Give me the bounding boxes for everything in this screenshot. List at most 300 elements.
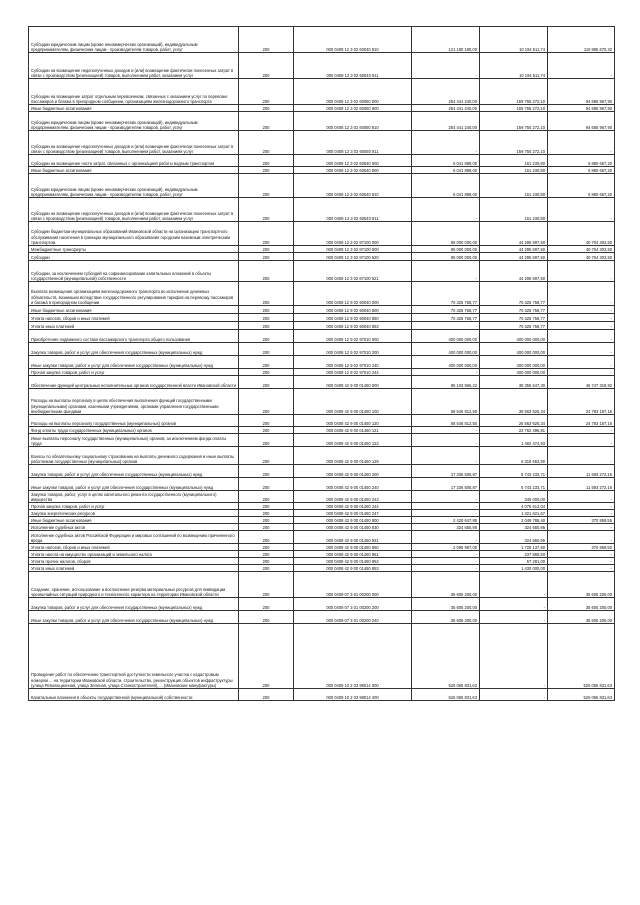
row-approved-amount-cell: 85 103 966,22: [412, 376, 480, 389]
row-name-cell: Закупка товаров, работ, услуг в целях капитального ремонта государственного (муниципального) имущества: [29, 491, 239, 503]
row-code-cell: 200: [239, 517, 294, 524]
table-row: [29, 167, 615, 174]
table-row: [29, 434, 615, 447]
row-code-cell: 200: [239, 53, 294, 79]
row-approved-amount-cell: 58 546 812,50: [412, 389, 480, 415]
table-row: [29, 222, 615, 246]
row-unexecuted-amount-cell: 5 880 657,20: [548, 167, 615, 174]
row-approved-amount-cell: -: [412, 369, 480, 376]
row-name-cell: Закупка товаров, работ и услуг для обеспечения государственных (муниципальных) нужд: [29, 465, 239, 478]
row-unexecuted-amount-cell: -: [548, 434, 615, 447]
row-unexecuted-amount-cell: -: [548, 531, 615, 544]
row-executed-amount-cell: 345 000,00: [480, 491, 548, 503]
row-approved-amount-cell: 400 000 000,00: [412, 330, 480, 343]
row-budget-code-cell: 000 0408 42 9 00 01450 240: [294, 478, 412, 491]
table-row: [29, 343, 615, 356]
row-unexecuted-amount-cell: -: [548, 53, 615, 79]
row-code-cell: 200: [239, 131, 294, 155]
table-row: [29, 376, 615, 389]
row-unexecuted-amount-cell: -: [548, 330, 615, 343]
table-row: [29, 624, 615, 689]
row-unexecuted-amount-cell: 40 704 302,50: [548, 253, 615, 261]
row-code-cell: 200: [239, 624, 294, 689]
row-code-cell: 200: [239, 330, 294, 343]
row-budget-code-cell: 000 0408 42 9 00 01450 830: [294, 524, 412, 531]
row-name-cell: Фонд оплаты труда государственных (муниципальных) органов: [29, 427, 239, 434]
table-row: [29, 491, 615, 503]
row-executed-amount-cell: 44 295 697,50: [480, 222, 548, 246]
row-name-cell: Иные закупки товаров, работ и услуг для обеспечения государственных (муниципальных) нужд: [29, 478, 239, 491]
row-code-cell: 200: [239, 434, 294, 447]
row-approved-amount-cell: -: [412, 551, 480, 558]
row-approved-amount-cell: 35 605 200,00: [412, 611, 480, 624]
row-unexecuted-amount-cell: 110 985 670,32: [548, 27, 615, 53]
row-budget-code-cell: 000 0408 42 9 00 01450 831: [294, 531, 412, 544]
row-unexecuted-amount-cell: 94 685 967,90: [548, 112, 615, 131]
row-unexecuted-amount-cell: 94 685 967,90: [548, 79, 615, 105]
row-approved-amount-cell: 6 041 888,00: [412, 155, 480, 167]
row-name-cell: Взносы по обязательному социальному страхованию на выплаты денежного содержания и иные выплаты работникам государственных (муниципальных) органов: [29, 447, 239, 465]
row-code-cell: 200: [239, 510, 294, 517]
row-name-cell: Создание, хранение, использование и восполнение резерва материальных ресурсов для ликвидации чрезвычайных ситуаций природного и техногенного характера на территории Ивановской области: [29, 572, 239, 598]
row-unexecuted-amount-cell: -: [548, 565, 615, 572]
row-name-cell: Прочая закупка товаров, работ и услуг: [29, 503, 239, 510]
row-budget-code-cell: 000 0408 42 9 00 01450 244: [294, 503, 412, 510]
row-budget-code-cell: 000 0409 10 2 03 98014 400: [294, 689, 412, 701]
row-name-cell: Закупка товаров, работ и услуг для обеспечения государственных (муниципальных) нужд: [29, 598, 239, 611]
row-executed-amount-cell: 70 325 758,77: [480, 306, 548, 314]
row-approved-amount-cell: 400 000 000,00: [412, 356, 480, 369]
row-budget-code-cell: 000 0408 42 9 00 01450 800: [294, 517, 412, 524]
row-unexecuted-amount-cell: 35 605 200,00: [548, 572, 615, 598]
row-executed-amount-cell: 57 281,00: [480, 558, 548, 565]
row-executed-amount-cell: 4 076 612,04: [480, 503, 548, 510]
row-budget-code-cell: 000 0408 12 9 02 97010 240: [294, 356, 412, 369]
row-unexecuted-amount-cell: -: [548, 356, 615, 369]
row-budget-code-cell: 000 0408 12 9 02 90040 853: [294, 322, 412, 330]
row-budget-code-cell: 000 0408 12 3 02 60050 810: [294, 112, 412, 131]
row-code-cell: 200: [239, 389, 294, 415]
row-unexecuted-amount-cell: -: [548, 131, 615, 155]
table-row: [29, 27, 615, 53]
row-executed-amount-cell: 324 650,95: [480, 531, 548, 544]
row-unexecuted-amount-cell: 526 065 831,63: [548, 689, 615, 701]
row-code-cell: 200: [239, 544, 294, 551]
table-row: [29, 253, 615, 261]
table-body: [29, 27, 615, 701]
row-executed-amount-cell: 159 755 272,10: [480, 131, 548, 155]
row-name-cell: Расходы на выплаты персоналу в целях обеспечения выполнения функций государственными (муниципальными) органами, казенными учреждениями, органами управления государственными внебюджетными фондами: [29, 389, 239, 415]
row-unexecuted-amount-cell: 370 859,50: [548, 544, 615, 551]
row-approved-amount-cell: 85 000 000,00: [412, 246, 480, 253]
row-name-cell: Иные бюджетные ассигнования: [29, 306, 239, 314]
row-executed-amount-cell: 161 230,80: [480, 155, 548, 167]
row-approved-amount-cell: -: [412, 198, 480, 222]
row-approved-amount-cell: -: [412, 434, 480, 447]
table-row: [29, 598, 615, 611]
row-name-cell: Исполнение судебных актов: [29, 524, 239, 531]
row-unexecuted-amount-cell: -: [548, 510, 615, 517]
row-unexecuted-amount-cell: 5 880 657,20: [548, 174, 615, 198]
row-unexecuted-amount-cell: -: [548, 491, 615, 503]
row-code-cell: 200: [239, 689, 294, 701]
row-name-cell: Прочая закупка товаров, работ и услуг: [29, 369, 239, 376]
row-approved-amount-cell: 2 095 997,00: [412, 544, 480, 551]
row-executed-amount-cell: 159 755 272,10: [480, 105, 548, 112]
row-budget-code-cell: 000 0408 42 9 00 01450 851: [294, 551, 412, 558]
row-unexecuted-amount-cell: 40 704 302,50: [548, 222, 615, 246]
row-approved-amount-cell: 121 180 180,00: [412, 27, 480, 53]
row-unexecuted-amount-cell: -: [548, 551, 615, 558]
table-row: [29, 389, 615, 415]
row-executed-amount-cell: 400 000 000,00: [480, 356, 548, 369]
row-name-cell: Субсидии юридическим лицам (кроме некоммерческих организаций), индивидуальным предпринимателям, физическим лицам - производителям товаров, работ, услуг: [29, 27, 239, 53]
row-executed-amount-cell: 1 482 474,83: [480, 434, 548, 447]
row-approved-amount-cell: -: [412, 131, 480, 155]
row-unexecuted-amount-cell: -: [548, 503, 615, 510]
row-approved-amount-cell: -: [412, 53, 480, 79]
row-approved-amount-cell: -: [412, 491, 480, 503]
row-executed-amount-cell: 6 318 653,90: [480, 447, 548, 465]
row-unexecuted-amount-cell: 11 593 272,16: [548, 465, 615, 478]
row-executed-amount-cell: -: [480, 624, 548, 689]
row-unexecuted-amount-cell: -: [548, 447, 615, 465]
row-name-cell: Субсидии юридическим лицам (кроме некоммерческих организаций), индивидуальным предпринимателям, физическим лицам - производителям товаров, работ, услуг: [29, 112, 239, 131]
row-code-cell: 200: [239, 246, 294, 253]
table-row: [29, 427, 615, 434]
table-row: [29, 447, 615, 465]
row-code-cell: 200: [239, 598, 294, 611]
row-budget-code-cell: 000 0408 12 3 02 60540 000: [294, 155, 412, 167]
row-budget-code-cell: 000 0408 12 3 02 60540 811: [294, 198, 412, 222]
row-code-cell: 200: [239, 376, 294, 389]
row-budget-code-cell: 000 0408 12 3 02 60540 810: [294, 174, 412, 198]
row-approved-amount-cell: 400 000 000,00: [412, 343, 480, 356]
row-name-cell: Субсидии на возмещение части затрат, связанных с организацией работы водным транспортом: [29, 155, 239, 167]
row-code-cell: 200: [239, 198, 294, 222]
row-budget-code-cell: 000 0408 12 3 02 60050 800: [294, 105, 412, 112]
row-executed-amount-cell: 159 755 272,10: [480, 112, 548, 131]
row-executed-amount-cell: 400 000 000,00: [480, 343, 548, 356]
row-budget-code-cell: 000 0408 12 9 02 90040 800: [294, 306, 412, 314]
row-approved-amount-cell: 17 336 505,87: [412, 465, 480, 478]
table-row: [29, 689, 615, 701]
row-name-cell: Закупка товаров, работ и услуг для обеспечения государственных (муниципальных) нужд: [29, 343, 239, 356]
row-executed-amount-cell: 237 868,50: [480, 551, 548, 558]
table-row: [29, 174, 615, 198]
table-row: [29, 572, 615, 598]
row-code-cell: 200: [239, 282, 294, 306]
row-approved-amount-cell: 2 420 647,85: [412, 517, 480, 524]
row-approved-amount-cell: 35 605 200,00: [412, 598, 480, 611]
row-approved-amount-cell: 17 336 505,87: [412, 478, 480, 491]
row-name-cell: Обеспечение функций центральных исполнительных органов государственной власти Ивановской области: [29, 376, 239, 389]
table-row: [29, 261, 615, 282]
table-row: [29, 198, 615, 222]
row-approved-amount-cell: -: [412, 531, 480, 544]
row-executed-amount-cell: 26 563 625,34: [480, 415, 548, 427]
row-name-cell: Уплата иных платежей: [29, 322, 239, 330]
row-budget-code-cell: 000 0408 12 3 02 60540 800: [294, 167, 412, 174]
budget-execution-table: [28, 26, 615, 701]
row-budget-code-cell: 000 0408 42 9 00 01450 852: [294, 558, 412, 565]
row-unexecuted-amount-cell: -: [548, 314, 615, 322]
row-executed-amount-cell: 2 049 788,40: [480, 517, 548, 524]
table-row: [29, 246, 615, 253]
row-code-cell: 200: [239, 427, 294, 434]
row-approved-amount-cell: 526 065 831,63: [412, 624, 480, 689]
table-row: [29, 79, 615, 105]
row-unexecuted-amount-cell: 526 065 831,63: [548, 624, 615, 689]
row-unexecuted-amount-cell: 24 783 187,16: [548, 415, 615, 427]
row-executed-amount-cell: 161 230,80: [480, 174, 548, 198]
row-budget-code-cell: 000 0408 12 3 02 60050 000: [294, 79, 412, 105]
row-code-cell: 200: [239, 369, 294, 376]
row-approved-amount-cell: 70 325 758,77: [412, 314, 480, 322]
row-code-cell: 200: [239, 447, 294, 465]
row-name-cell: Субсидии на возмещение затрат отдельным перевозчикам, связанных с оказанием услуг по перевозке пассажиров и багажа в пригородном сообщении, организациям железнодорожного транспорта: [29, 79, 239, 105]
row-code-cell: 200: [239, 478, 294, 491]
row-approved-amount-cell: 526 065 831,63: [412, 689, 480, 701]
row-code-cell: 200: [239, 222, 294, 246]
row-budget-code-cell: 000 0408 12 9 02 97010 200: [294, 343, 412, 356]
row-budget-code-cell: 000 0409 07 3 01 00200 200: [294, 598, 412, 611]
row-code-cell: 200: [239, 27, 294, 53]
row-executed-amount-cell: 1 725 137,50: [480, 544, 548, 551]
row-approved-amount-cell: -: [412, 261, 480, 282]
row-name-cell: Иные закупки товаров, работ и услуг для обеспечения государственных (муниципальных) нужд: [29, 611, 239, 624]
row-unexecuted-amount-cell: 11 593 272,16: [548, 478, 615, 491]
row-code-cell: 200: [239, 531, 294, 544]
row-code-cell: 200: [239, 343, 294, 356]
row-budget-code-cell: 000 0408 12 9 02 90040 000: [294, 282, 412, 306]
table-row: [29, 306, 615, 314]
row-executed-amount-cell: 70 325 758,77: [480, 282, 548, 306]
row-name-cell: Субсидии бюджетам муниципальных образований Ивановской области на организацию транспортного обслуживания населения в границах муниципального образования городским наземным электрическим транспортом: [29, 222, 239, 246]
row-approved-amount-cell: 254 441 240,00: [412, 105, 480, 112]
row-executed-amount-cell: 38 356 647,30: [480, 376, 548, 389]
row-code-cell: 200: [239, 415, 294, 427]
row-executed-amount-cell: 44 295 697,50: [480, 253, 548, 261]
row-executed-amount-cell: 161 230,80: [480, 198, 548, 222]
row-name-cell: Уплата прочих налогов, сборов: [29, 558, 239, 565]
row-unexecuted-amount-cell: 35 605 200,00: [548, 611, 615, 624]
row-approved-amount-cell: 35 605 200,00: [412, 572, 480, 598]
row-name-cell: Расходы на выплаты персоналу государственных (муниципальных) органов: [29, 415, 239, 427]
row-name-cell: Субсидии юридическим лицам (кроме некоммерческих организаций), индивидуальным предпринимателям, физическим лицам - производителям товаров, работ, услуг: [29, 174, 239, 198]
row-code-cell: 200: [239, 174, 294, 198]
row-code-cell: 200: [239, 261, 294, 282]
row-unexecuted-amount-cell: 370 859,55: [548, 517, 615, 524]
row-unexecuted-amount-cell: 24 783 187,16: [548, 389, 615, 415]
row-code-cell: 200: [239, 572, 294, 598]
row-name-cell: Приобретение подвижного состава пассажирского транспорта общего пользования: [29, 330, 239, 343]
row-approved-amount-cell: -: [412, 447, 480, 465]
row-name-cell: Закупка энергетических ресурсов: [29, 510, 239, 517]
row-code-cell: 200: [239, 524, 294, 531]
row-code-cell: 200: [239, 465, 294, 478]
row-executed-amount-cell: 324 650,95: [480, 524, 548, 531]
row-code-cell: 200: [239, 314, 294, 322]
row-unexecuted-amount-cell: -: [548, 343, 615, 356]
row-approved-amount-cell: 70 325 758,77: [412, 306, 480, 314]
row-approved-amount-cell: -: [412, 510, 480, 517]
table-row: [29, 356, 615, 369]
row-executed-amount-cell: 10 194 511,74: [480, 27, 548, 53]
row-name-cell: Исполнение судебных актов Российской Федерации и мировых соглашений по возмещению причиненного вреда: [29, 531, 239, 544]
row-approved-amount-cell: 85 000 000,00: [412, 253, 480, 261]
row-unexecuted-amount-cell: 35 605 200,00: [548, 598, 615, 611]
row-budget-code-cell: 000 0408 42 9 00 01450 100: [294, 389, 412, 415]
row-budget-code-cell: 000 0409 07 3 01 00200 240: [294, 611, 412, 624]
row-code-cell: 200: [239, 155, 294, 167]
row-executed-amount-cell: -: [480, 611, 548, 624]
row-budget-code-cell: 000 0408 12 3 02 60040 810: [294, 27, 412, 53]
row-budget-code-cell: 000 0408 42 9 00 01450 000: [294, 376, 412, 389]
row-budget-code-cell: 000 0408 42 9 00 01450 247: [294, 510, 412, 517]
row-name-cell: Уплата налогов, сборов и иных платежей: [29, 544, 239, 551]
row-code-cell: 200: [239, 322, 294, 330]
row-approved-amount-cell: 6 041 888,00: [412, 174, 480, 198]
row-code-cell: 200: [239, 105, 294, 112]
row-executed-amount-cell: 70 325 758,77: [480, 314, 548, 322]
row-name-cell: Иные бюджетные ассигнования: [29, 105, 239, 112]
table-row: [29, 322, 615, 330]
row-budget-code-cell: 000 0408 12 3 02 60050 811: [294, 131, 412, 155]
row-approved-amount-cell: -: [412, 322, 480, 330]
row-name-cell: Уплата налога на имущество организаций и земельного налога: [29, 551, 239, 558]
table-row: [29, 282, 615, 306]
row-approved-amount-cell: 254 441 240,00: [412, 79, 480, 105]
row-name-cell: Субсидии на возмещение недополученных доходов и (или) возмещение фактически понесенных затрат в связи с производством (реализацией) товаров, выполнением работ, оказанием услуг: [29, 53, 239, 79]
row-code-cell: 200: [239, 551, 294, 558]
row-code-cell: 200: [239, 611, 294, 624]
row-code-cell: 200: [239, 79, 294, 105]
row-name-cell: Субсидии на возмещение недополученных доходов и (или) возмещение фактически понесенных затрат в связи с производством (реализацией) товаров, выполнением работ, оказанием услуг: [29, 198, 239, 222]
row-executed-amount-cell: 1 321 621,67: [480, 510, 548, 517]
row-name-cell: Иные бюджетные ассигнования: [29, 517, 239, 524]
row-approved-amount-cell: 85 000 000,00: [412, 222, 480, 246]
table-row: [29, 105, 615, 112]
table-row: [29, 314, 615, 322]
row-name-cell: Проведение работ по обеспечению транспортной доступности земельного участка с кадастровым номером ... на территории Ивановской области, строительство, реконструкция объектов инфраструктуры (улица Революционная, улица Зеленая, улица Станкостроителей), ... (Ивановские мануфактуры): [29, 624, 239, 689]
row-code-cell: 200: [239, 112, 294, 131]
row-code-cell: 200: [239, 356, 294, 369]
row-budget-code-cell: 000 0408 42 9 00 01450 122: [294, 434, 412, 447]
row-approved-amount-cell: 254 441 240,00: [412, 112, 480, 131]
row-budget-code-cell: 000 0408 42 9 00 01450 200: [294, 465, 412, 478]
row-executed-amount-cell: -: [480, 572, 548, 598]
row-code-cell: 200: [239, 306, 294, 314]
row-budget-code-cell: 000 0408 12 3 02 60040 811: [294, 53, 412, 79]
row-unexecuted-amount-cell: -: [548, 369, 615, 376]
row-executed-amount-cell: 400 000 000,00: [480, 369, 548, 376]
table-row: [29, 531, 615, 544]
row-name-cell: Субсидии, за исключением субсидий на софинансирование капитальных вложений в объекты государственной (муниципальной) собственности: [29, 261, 239, 282]
table-row: [29, 465, 615, 478]
row-executed-amount-cell: 159 755 272,10: [480, 79, 548, 105]
row-budget-code-cell: 000 0408 42 9 00 01450 243: [294, 491, 412, 503]
row-approved-amount-cell: 324 650,95: [412, 524, 480, 531]
row-approved-amount-cell: 58 546 812,50: [412, 415, 480, 427]
table-row: [29, 517, 615, 524]
row-budget-code-cell: 000 0408 12 3 02 87100 000: [294, 222, 412, 246]
row-approved-amount-cell: 70 325 758,77: [412, 282, 480, 306]
row-budget-code-cell: 000 0408 42 9 00 01450 121: [294, 427, 412, 434]
row-name-cell: Капитальные вложения в объекты государственной (муниципальной) собственности: [29, 689, 239, 701]
row-executed-amount-cell: 35 563 625,34: [480, 389, 548, 415]
table-row: [29, 565, 615, 572]
row-approved-amount-cell: -: [412, 558, 480, 565]
row-name-cell: Межбюджетные трансферты: [29, 246, 239, 253]
row-budget-code-cell: 000 0408 12 3 02 87100 500: [294, 246, 412, 253]
row-executed-amount-cell: 44 295 697,50: [480, 261, 548, 282]
row-budget-code-cell: 000 0408 12 3 02 87100 520: [294, 253, 412, 261]
table-row: [29, 544, 615, 551]
row-executed-amount-cell: 5 743 233,71: [480, 465, 548, 478]
table-row: [29, 155, 615, 167]
row-name-cell: Субсидии на возмещение недополученных доходов и (или) возмещение фактически понесенных затрат в связи с производством (реализацией) товаров, выполнением работ, оказанием услуг: [29, 131, 239, 155]
row-budget-code-cell: 000 0408 12 9 02 90040 850: [294, 314, 412, 322]
row-name-cell: Уплата иных платежей: [29, 565, 239, 572]
row-name-cell: Иные закупки товаров, работ и услуг для обеспечения государственных (муниципальных) нужд: [29, 356, 239, 369]
row-budget-code-cell: 000 0408 12 9 02 97010 244: [294, 369, 412, 376]
row-budget-code-cell: 000 0409 10 2 03 98014 000: [294, 624, 412, 689]
row-executed-amount-cell: -: [480, 598, 548, 611]
row-code-cell: 200: [239, 503, 294, 510]
table-row: [29, 558, 615, 565]
table-row: [29, 112, 615, 131]
row-name-cell: Субсидии: [29, 253, 239, 261]
row-code-cell: 200: [239, 491, 294, 503]
row-name-cell: Иные выплаты персоналу государственных (муниципальных) органов, за исключением фонда оплаты труда: [29, 434, 239, 447]
row-unexecuted-amount-cell: -: [548, 322, 615, 330]
row-unexecuted-amount-cell: 5 880 657,20: [548, 155, 615, 167]
row-approved-amount-cell: 6 041 888,00: [412, 167, 480, 174]
row-code-cell: 200: [239, 167, 294, 174]
table-row: [29, 53, 615, 79]
row-unexecuted-amount-cell: -: [548, 558, 615, 565]
row-budget-code-cell: 000 0408 12 9 02 97010 000: [294, 330, 412, 343]
row-budget-code-cell: 000 0408 42 9 00 01450 120: [294, 415, 412, 427]
row-approved-amount-cell: -: [412, 565, 480, 572]
row-unexecuted-amount-cell: -: [548, 524, 615, 531]
row-code-cell: 200: [239, 565, 294, 572]
row-budget-code-cell: 000 0409 07 3 01 00200 000: [294, 572, 412, 598]
row-unexecuted-amount-cell: -: [548, 427, 615, 434]
row-code-cell: 200: [239, 558, 294, 565]
row-executed-amount-cell: 70 325 758,77: [480, 322, 548, 330]
row-budget-code-cell: 000 0408 42 9 00 01450 853: [294, 565, 412, 572]
table-row: [29, 551, 615, 558]
row-unexecuted-amount-cell: -: [548, 306, 615, 314]
row-executed-amount-cell: 5 743 233,71: [480, 478, 548, 491]
row-executed-amount-cell: -: [480, 689, 548, 701]
row-unexecuted-amount-cell: -: [548, 261, 615, 282]
row-code-cell: 200: [239, 253, 294, 261]
row-executed-amount-cell: 400 000 000,00: [480, 330, 548, 343]
row-executed-amount-cell: 1 430 000,00: [480, 565, 548, 572]
row-unexecuted-amount-cell: 94 685 967,90: [548, 105, 615, 112]
row-budget-code-cell: 000 0408 42 9 00 01450 129: [294, 447, 412, 465]
row-executed-amount-cell: 161 230,80: [480, 167, 548, 174]
row-unexecuted-amount-cell: -: [548, 198, 615, 222]
row-name-cell: Выплата возмещения организациям железнодорожного транспорта во исполнение денежных обязательств, возникших вследствие государственного регулирования тарифов на перевозку пассажиров и багажа в пригородном сообщении: [29, 282, 239, 306]
row-budget-code-cell: 000 0408 42 9 00 01450 850: [294, 544, 412, 551]
table-row: [29, 131, 615, 155]
row-name-cell: Иные бюджетные ассигнования: [29, 167, 239, 174]
row-approved-amount-cell: -: [412, 503, 480, 510]
